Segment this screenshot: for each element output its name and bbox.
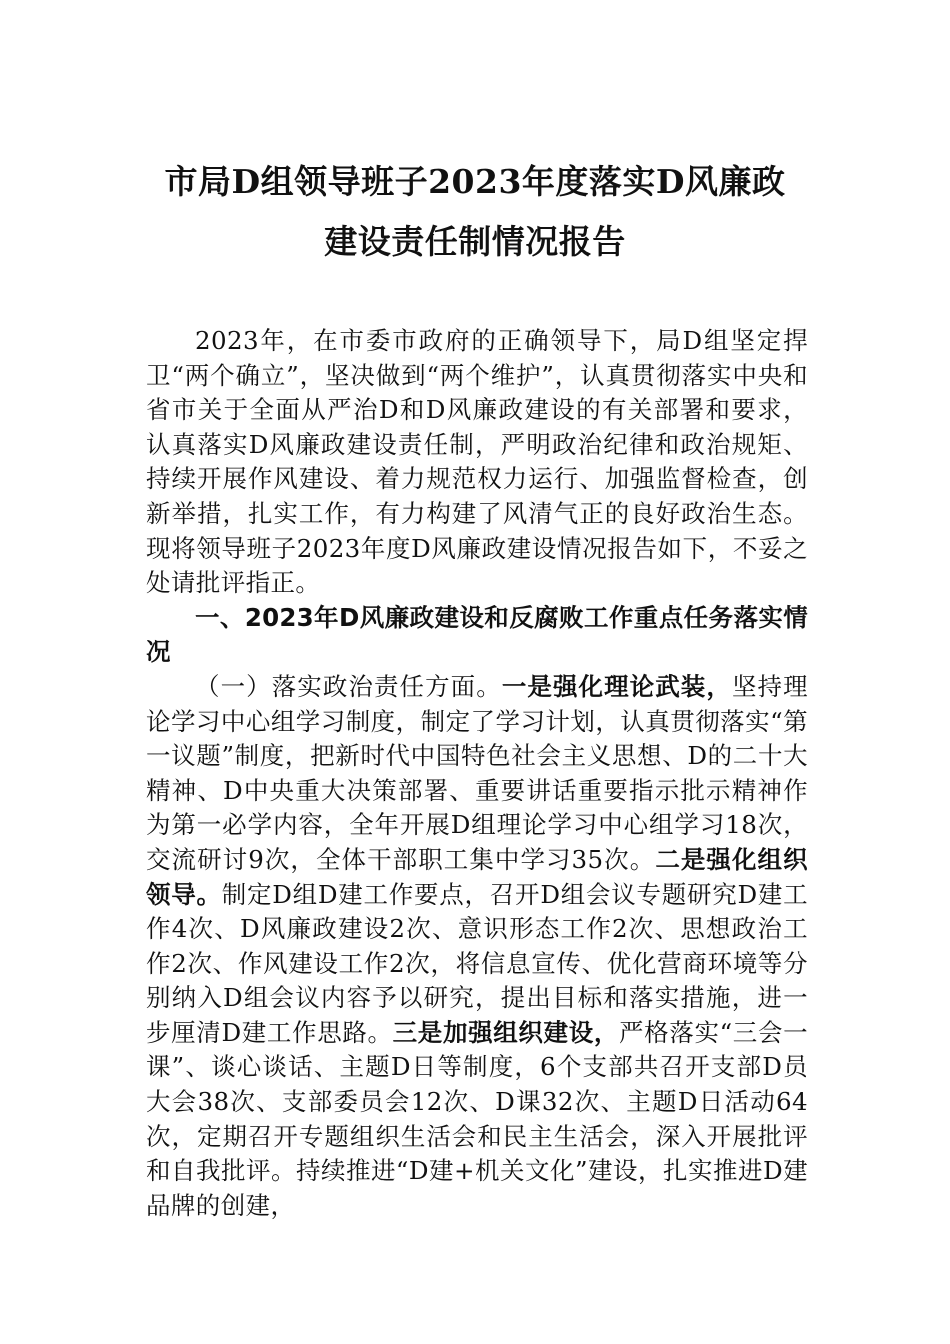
point-3-text: 严格落实“三会一课”、谈心谈话、主题D日等制度，6个支部共召开支部D员大会38次、支部委员会12次、D课32次、主题D日活动64次，定期召开专题组织生活会和民主生活会，深入开展批评和自我批评。持续推进“D建+机关文化”建设，扎实推进D建品牌的创建， [146,1017,808,1220]
point-2-text: 制定D组D建工作要点，召开D组会议专题研究D建工作4次、D风廉政建设2次、意识形态工作2次、思想政治工作2次、作风建设工作2次，将信息宣传、优化营商环境等分别纳入D组会议内容予以研究，提出目标和落实措施，进一步厘清D建工作思路。 [146,879,809,1047]
title-line-1: 市局D组领导班子2023年度落实D风廉政 [164,162,786,201]
point-2-title: 二是强化组织领导。 [146,844,808,909]
section-heading-1: 一、2023年D风廉政建设和反腐败工作重点任务落实情况 [146,602,808,667]
intro-paragraph: 2023年，在市委市政府的正确领导下，局D组坚定捍卫“两个确立”，坚决做到“两个维护”，认真贯彻落实中央和省市关于全面从严治D和D风廉政建设的有关部署和要求，认真落实D风廉政建设责任制，严明政治纪律和政治规矩、持续开展作风建设、着力规范权力运行、加强监督检查，创新举措，扎实工作，有力构建了风清气正的良好政治生态。现将领导班子2023年度D风廉政建设情况报告如下，不妥之处请批评指正。 [146,326,808,598]
document-title [130,152,820,272]
title-line-2: 建设责任制情况报告 [324,222,626,261]
subsection-paragraph-1 [146,670,808,1224]
subsection-lead: （一）落实政治责任方面。 [195,671,502,701]
point-3-title: 三是加强组织建设， [392,1017,620,1047]
point-1-text: 坚持理论学习中心组学习制度，制定了学习计划，认真贯彻落实“第一议题”制度，把新时代中国特色社会主义思想、D的二十大精神、D中央重大决策部署、重要讲话重要指示批示精神作为第一必学内容，全年开展D组理论学习中心组学习18次，交流研讨9次，全体干部职工集中学习35次。 [146,671,808,874]
point-1-title: 一是强化理论武装， [501,671,732,701]
document-body [146,324,808,1223]
